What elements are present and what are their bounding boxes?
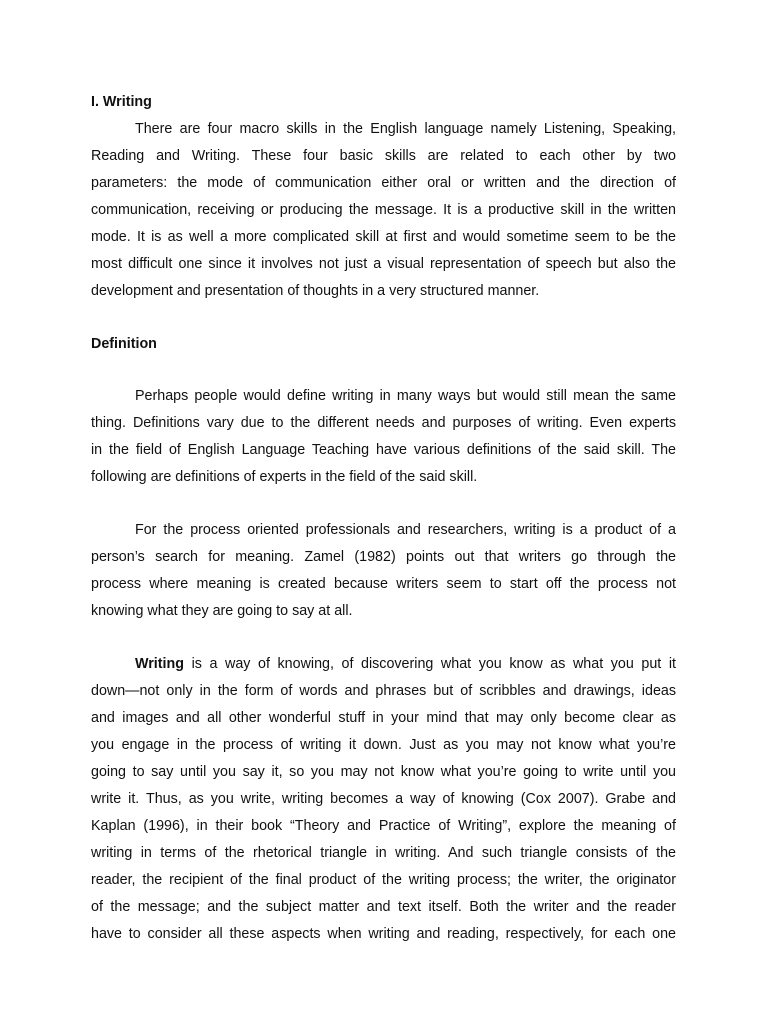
paragraph-line-first bbox=[135, 655, 676, 673]
paragraph-text: is a way of knowing, of discovering what you know as what you put it bbox=[183, 656, 676, 672]
paragraph-line: thing. Definitions vary due to the different needs and purposes of writing. Even experts bbox=[91, 415, 676, 431]
paragraph-line: process where meaning is created because writers seem to start off the process not bbox=[91, 576, 676, 592]
paragraph-line: There are four macro skills in the English language namely Listening, Speaking, bbox=[135, 121, 676, 137]
paragraph-line: Perhaps people would define writing in many ways but would still mean the same bbox=[135, 388, 676, 404]
paragraph-line: in the field of English Language Teaching have various definitions of the said skill. The bbox=[91, 442, 676, 458]
paragraph-line: Kaplan (1996), in their book “Theory and Practice of Writing”, explore the meaning of bbox=[91, 818, 676, 834]
paragraph-line: For the process oriented professionals and researchers, writing is a product of a bbox=[135, 522, 676, 538]
paragraph-line: writing in terms of the rhetorical triangle in writing. And such triangle consists of the bbox=[91, 845, 676, 861]
paragraph-line: knowing what they are going to say at all. bbox=[91, 603, 353, 619]
section-heading-definition: Definition bbox=[91, 336, 157, 352]
bold-term: Writing bbox=[135, 656, 184, 672]
paragraph-line: Reading and Writing. These four basic skills are related to each other by two bbox=[91, 148, 676, 164]
paragraph-line: write it. Thus, as you write, writing becomes a way of knowing (Cox 2007). Grabe and bbox=[91, 791, 676, 807]
paragraph-line: development and presentation of thoughts in a very structured manner. bbox=[91, 283, 540, 299]
paragraph-line: following are definitions of experts in the field of the said skill. bbox=[91, 469, 478, 485]
paragraph-line: parameters: the mode of communication either oral or written and the direction of bbox=[91, 175, 676, 191]
section-heading-writing: I. Writing bbox=[91, 94, 152, 110]
paragraph-line: of the message; and the subject matter and text itself. Both the writer and the reader bbox=[91, 899, 676, 915]
paragraph-line: most difficult one since it involves not just a visual representation of speech but also the bbox=[91, 256, 676, 272]
paragraph-line: mode. It is as well a more complicated skill at first and would sometime seem to be the bbox=[91, 229, 676, 245]
paragraph-line: communication, receiving or producing the message. It is a productive skill in the written bbox=[91, 202, 676, 218]
paragraph-line: and images and all other wonderful stuff in your mind that may only become clear as bbox=[91, 710, 676, 726]
paragraph-line: going to say until you say it, so you may not know what you’re going to write until you bbox=[91, 764, 676, 780]
paragraph-line: you engage in the process of writing it down. Just as you may not know what you’re bbox=[91, 737, 676, 753]
paragraph-line: down—not only in the form of words and phrases but of scribbles and drawings, ideas bbox=[91, 683, 676, 699]
paragraph-line: reader, the recipient of the final product of the writing process; the writer, the originator bbox=[91, 872, 676, 888]
paragraph-line: person’s search for meaning. Zamel (1982) points out that writers go through the bbox=[91, 549, 676, 565]
paragraph-line: have to consider all these aspects when writing and reading, respectively, for each one bbox=[91, 926, 676, 942]
